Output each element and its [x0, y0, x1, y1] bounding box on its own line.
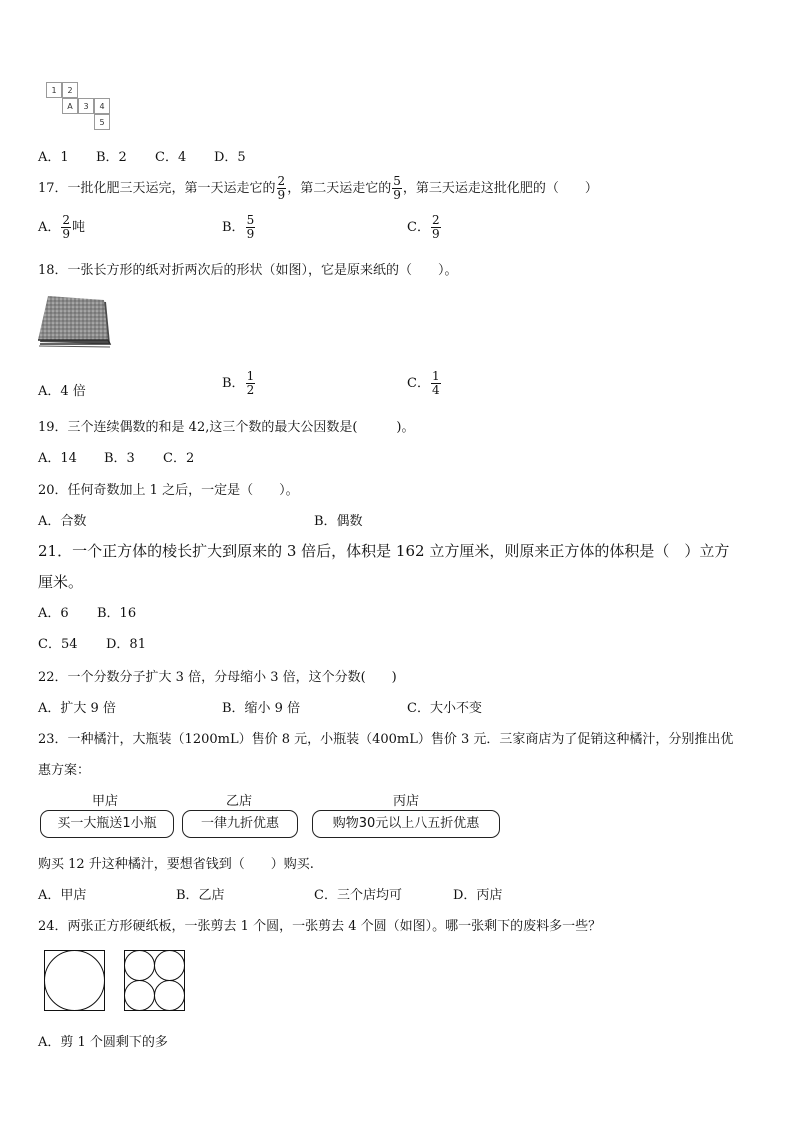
- net-cell: A: [62, 98, 78, 114]
- q18-option-a[interactable]: A．4 倍: [38, 384, 86, 399]
- q18-question: 18．一张长方形的纸对折两次后的形状（如图），它是原来纸的（ ）。: [38, 263, 458, 278]
- q19-option-c[interactable]: C．2: [163, 451, 195, 466]
- fraction: [277, 175, 287, 202]
- q16-option-c[interactable]: C．4: [155, 150, 187, 165]
- q17-question: [38, 175, 598, 202]
- q17-option-c[interactable]: [407, 214, 442, 241]
- q21-question-line1: 21．一个正方体的棱长扩大到原来的 3 倍后，体积是 162 立方厘米，则原来正方体的体积是（ ）立方: [38, 542, 730, 560]
- fraction: [246, 370, 256, 397]
- shop-name-jia: 甲店: [91, 794, 118, 809]
- q22-option-a[interactable]: A．扩大 9 倍: [38, 701, 116, 716]
- net-cell: 2: [62, 82, 78, 98]
- q21-question-line2: 厘米。: [38, 573, 84, 591]
- q16-option-d[interactable]: D．5: [214, 150, 246, 165]
- fraction: [61, 214, 71, 241]
- q23-option-c[interactable]: C．三个店均可: [314, 888, 402, 903]
- q19-option-a[interactable]: A．14: [38, 451, 77, 466]
- q22-question: 22．一个分数分子扩大 3 倍，分母缩小 3 倍，这个分数( ): [38, 670, 397, 685]
- fraction-numerator: 1: [246, 369, 255, 383]
- fraction: [431, 370, 441, 397]
- q20-question: 20．任何奇数加上 1 之后，一定是（ ）。: [38, 483, 299, 498]
- option-letter: C．: [407, 220, 430, 235]
- q20-option-a[interactable]: A．合数: [38, 514, 87, 529]
- unit-label: 吨: [72, 220, 86, 235]
- q23-question-line1: 23．一种橘汁，大瓶装（1200mL）售价 8 元，小瓶装（400mL）售价 3 元．三家商店为了促销这种橘汁，分别推出优: [38, 732, 734, 747]
- option-letter: B．: [222, 220, 245, 235]
- q23-option-d[interactable]: D．丙店: [453, 888, 503, 903]
- fraction-denominator: 9: [62, 227, 71, 241]
- option-letter: C．: [407, 376, 430, 391]
- fraction-denominator: 4: [431, 383, 440, 397]
- q18-option-b[interactable]: [222, 370, 256, 397]
- fraction-denominator: 2: [246, 383, 255, 397]
- q21-option-c[interactable]: C．54: [38, 637, 78, 652]
- option-letter: B．: [222, 376, 245, 391]
- fraction: [392, 175, 402, 202]
- shop-name-bing: 丙店: [392, 794, 419, 809]
- q21-option-a[interactable]: A．6: [38, 606, 69, 621]
- q20-option-b[interactable]: B．偶数: [314, 514, 363, 529]
- net-cell: 5: [94, 114, 110, 130]
- fraction-denominator: 9: [246, 227, 255, 241]
- q17-option-b[interactable]: [222, 214, 256, 241]
- shop-offer-bing: 购物30元以上八五折优惠: [312, 810, 500, 838]
- net-cell: 4: [94, 98, 110, 114]
- q21-option-d[interactable]: D．81: [106, 637, 146, 652]
- fraction-denominator: 9: [431, 227, 440, 241]
- fraction-numerator: 5: [246, 213, 255, 227]
- fraction-numerator: 2: [62, 213, 71, 227]
- shop-offer-yi: 一律九折优惠: [182, 810, 298, 838]
- q21-option-b[interactable]: B．16: [97, 606, 137, 621]
- fraction: [431, 214, 441, 241]
- q17-text: ，第二天运走它的: [287, 181, 392, 196]
- q17-text: ，第三天运走这批化肥的（ ）: [402, 181, 598, 196]
- shop-offer-jia: 买一大瓶送1小瓶: [40, 810, 174, 838]
- fraction-numerator: 2: [277, 174, 286, 188]
- q24-question: 24．两张正方形硬纸板，一张剪去 1 个圆，一张剪去 4 个圆（如图）。哪一张剩下的废料多一些？: [38, 919, 602, 934]
- fraction-numerator: 1: [431, 369, 440, 383]
- option-letter: A．: [38, 220, 61, 235]
- q16-option-b[interactable]: B．2: [96, 150, 127, 165]
- fraction-numerator: 5: [393, 174, 401, 188]
- square-four-circles-figure: [124, 950, 188, 1012]
- fraction-denominator: 9: [277, 188, 286, 202]
- q23-option-a[interactable]: A．甲店: [38, 888, 87, 903]
- q18-option-c[interactable]: [407, 370, 442, 397]
- q16-option-a[interactable]: A．1: [38, 150, 69, 165]
- square-one-circle-figure: [44, 950, 108, 1012]
- q17-option-a[interactable]: [38, 214, 85, 241]
- q22-option-c[interactable]: C．大小不变: [407, 701, 482, 716]
- q22-option-b[interactable]: B．缩小 9 倍: [222, 701, 301, 716]
- q24-option-a[interactable]: A．剪 1 个圆剩下的多: [38, 1035, 168, 1050]
- q17-text: 17．一批化肥三天运完，第一天运走它的: [38, 181, 276, 196]
- q23-question-line2: 惠方案：: [38, 763, 91, 778]
- q23-question: 购买 12 升这种橘汁，要想省钱到（ ）购买.: [38, 857, 314, 872]
- q23-option-b[interactable]: B．乙店: [176, 888, 225, 903]
- net-cell: 1: [46, 82, 62, 98]
- net-cell: 3: [78, 98, 94, 114]
- folded-paper-image: [36, 294, 112, 354]
- fraction: [246, 214, 256, 241]
- q19-question: 19．三个连续偶数的和是 42,这三个数的最大公因数是( )。: [38, 420, 415, 435]
- fraction-denominator: 9: [393, 188, 401, 202]
- q19-option-b[interactable]: B．3: [104, 451, 135, 466]
- shop-name-yi: 乙店: [225, 794, 252, 809]
- fraction-numerator: 2: [431, 213, 440, 227]
